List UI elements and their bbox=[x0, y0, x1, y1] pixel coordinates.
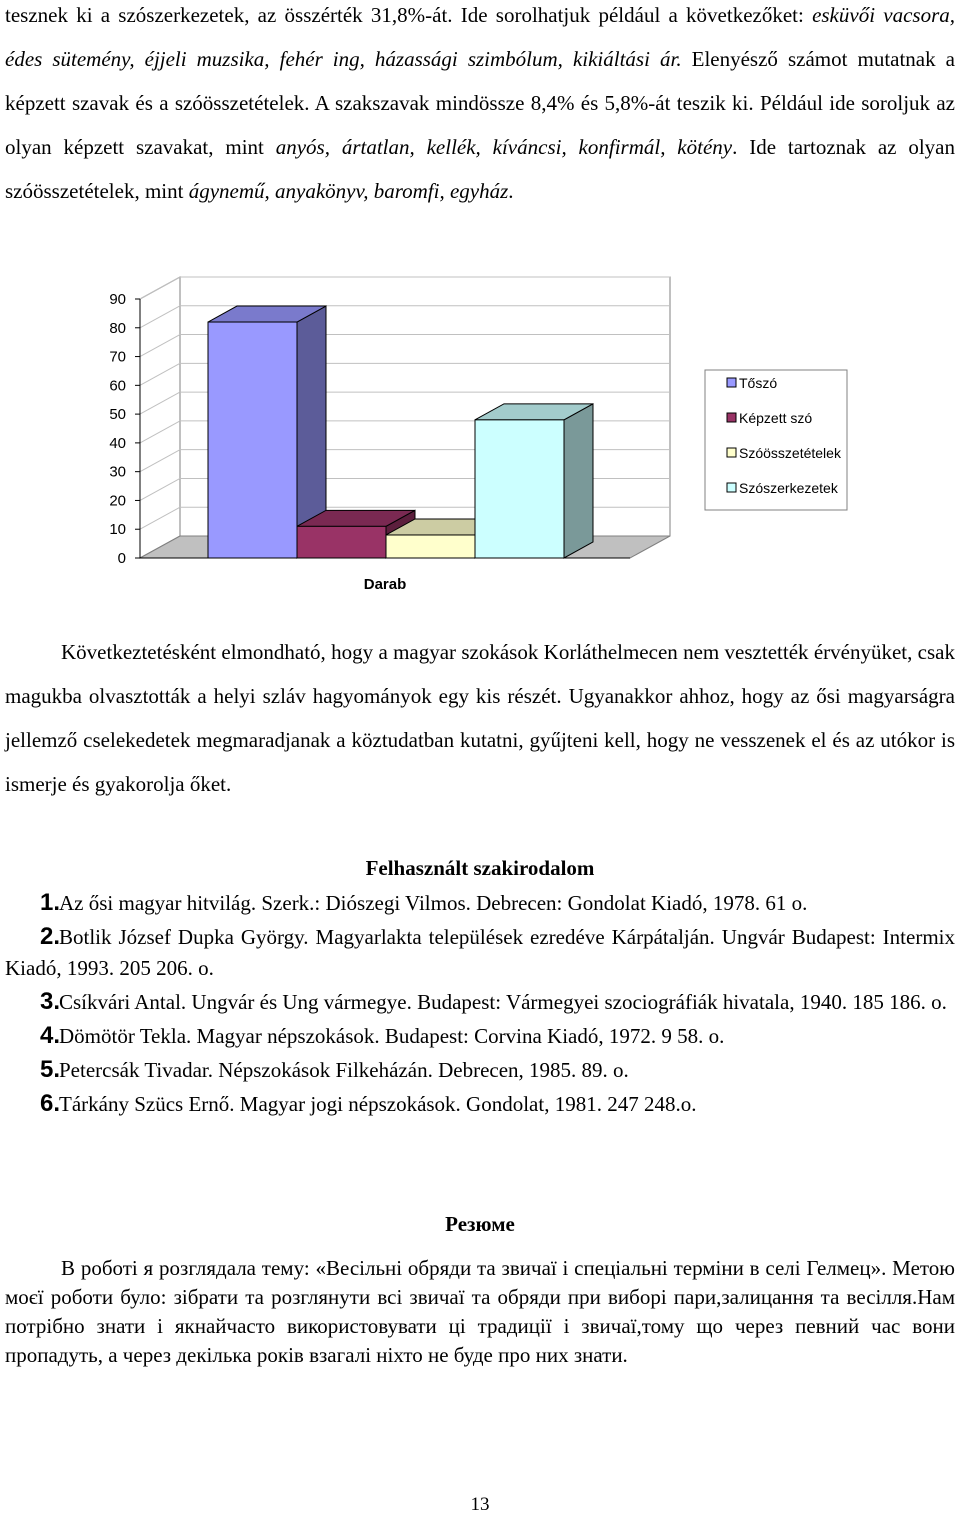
y-tick-label: 90 bbox=[109, 291, 126, 308]
bibliography-item-number: 6. bbox=[40, 1090, 61, 1117]
y-tick-label: 50 bbox=[109, 406, 126, 424]
bibliography-item bbox=[5, 1020, 955, 1052]
bar-front bbox=[208, 322, 297, 558]
bibliography-item bbox=[5, 1054, 955, 1086]
bibliography-item-number: 4. bbox=[40, 1022, 61, 1049]
bibliography-list bbox=[5, 887, 955, 1120]
legend-swatch bbox=[727, 413, 736, 422]
intro-sentence-2: Elenyésző számot mutatnak a képzett szavak és a szóösszetételek. A szakszavak mindössze 8,4% és 5,8%-át teszik ki. Például ide soroljuk az olyan képzett szavakat, mint bbox=[5, 47, 955, 159]
bibliography-item-number: 3. bbox=[40, 988, 61, 1015]
bar-front bbox=[386, 535, 475, 558]
legend-swatch bbox=[727, 483, 736, 492]
y-tick-label: 70 bbox=[109, 348, 126, 366]
intro-sentence-1: tesznek ki a szószerkezetek, az összérték 31,8%-át. Ide sorolhatjuk például a következőket: bbox=[5, 3, 813, 27]
y-tick-label: 30 bbox=[109, 463, 126, 481]
y-tick-label: 20 bbox=[109, 492, 126, 510]
bibliography-heading: Felhasznált szakirodalom bbox=[365, 856, 595, 880]
intro-examples-2: anyós, ártatlan, kellék, kíváncsi, konfirmál, kötény bbox=[275, 135, 733, 159]
page-number: 13 bbox=[470, 1494, 490, 1515]
intro-sentence-4: . bbox=[508, 179, 514, 203]
bibliography-item-number: 2. bbox=[40, 923, 61, 950]
chart-side-wall bbox=[140, 277, 180, 558]
legend-label: Képzett szó bbox=[739, 410, 813, 426]
bibliography-item-text: Botlik József Dupka György. Magyarlakta települések ezredéve Kárpátalján. Ungvár Budapest: Intermix Kiadó, 1993. 205 206. o. bbox=[5, 925, 955, 980]
bar-front bbox=[475, 420, 564, 558]
bibliography-item-number: 5. bbox=[40, 1056, 61, 1083]
bibliography-item-text: Petercsák Tivadar. Népszokások Filkeházán. Debrecen, 1985. 89. o. bbox=[59, 1058, 629, 1082]
word-type-bar-chart bbox=[0, 262, 960, 602]
x-axis-label: Darab bbox=[363, 576, 407, 593]
bibliography-item bbox=[5, 921, 955, 984]
bibliography-item-number: 1. bbox=[40, 889, 61, 916]
bar-side bbox=[564, 404, 593, 558]
intro-examples-1: esküvői vacsora, édes sütemény, éjjeli muzsika, fehér ing, házassági szimbólum, kikiáltási ár. bbox=[5, 3, 955, 71]
legend-label: Tőszó bbox=[739, 375, 778, 391]
bibliography-item-text: Az ősi magyar hitvilág. Szerk.: Diószegi Vilmos. Debrecen: Gondolat Kiadó, 1978. 61 o. bbox=[59, 891, 808, 915]
y-tick-label: 0 bbox=[117, 550, 126, 567]
bar-front bbox=[297, 526, 386, 558]
resume-paragraph: В роботі я розглядала тему: «Весільні обряди та звичаї і спеціальні терміни в селі Гелмец». Метою моєї роботи було: зібрати та розглянути всі звичаї та обряди при виборі пари,залицання та весілля.Нам потрібно знати і якнайчасто використовувати ці традиції і звичаї,тому що через певний час вони пропадуть, а через декілька років взагалі ніхто не буде про них знати. bbox=[5, 1256, 955, 1367]
bibliography-item-text: Csíkvári Antal. Ungvár és Ung vármegye. Budapest: Vármegyei szociográfiák hivatala, 1940. 185 186. o. bbox=[59, 990, 947, 1014]
bar-4 bbox=[475, 404, 593, 558]
y-tick-label: 40 bbox=[109, 434, 126, 452]
resume-heading: Резюме bbox=[445, 1212, 515, 1236]
legend-swatch bbox=[727, 448, 736, 457]
bibliography-item-text: Dömötör Tekla. Magyar népszokások. Budapest: Corvina Kiadó, 1972. 9 58. o. bbox=[59, 1024, 725, 1048]
legend-swatch bbox=[727, 378, 736, 387]
bibliography-item bbox=[5, 1088, 955, 1120]
bibliography-item-text: Tárkány Szücs Ernő. Magyar jogi népszokások. Gondolat, 1981. 247 248.o. bbox=[59, 1092, 697, 1116]
intro-sentence-3: . Ide tartoznak az olyan szóösszetételek, mint bbox=[5, 135, 955, 203]
y-tick-label: 60 bbox=[109, 377, 126, 395]
legend-label: Szószerkezetek bbox=[739, 480, 838, 496]
legend-label: Szóösszetételek bbox=[739, 445, 841, 461]
y-tick-label: 80 bbox=[109, 319, 126, 337]
conclusion-paragraph: Következtetésként elmondható, hogy a magyar szokások Korláthelmecen nem vesztették érvényüket, csak magukba olvasztották a helyi szláv hagyományok egy kis részét. Ugyanakkor ahhoz, hogy az ősi magyarságra jellemző cselekedetek megmaradjanak a köztudatban kutatni, gyűjteni kell, hogy ne vesszenek el és az utókor is ismerje és gyakorolja őket. bbox=[5, 640, 955, 796]
y-tick-label: 10 bbox=[109, 521, 126, 539]
bibliography-item bbox=[5, 887, 955, 919]
chart-legend bbox=[705, 370, 847, 510]
intro-paragraph bbox=[5, 0, 955, 213]
bibliography-item bbox=[5, 986, 955, 1018]
intro-examples-3: ágynemű, anyakönyv, baromfi, egyház bbox=[188, 179, 509, 203]
